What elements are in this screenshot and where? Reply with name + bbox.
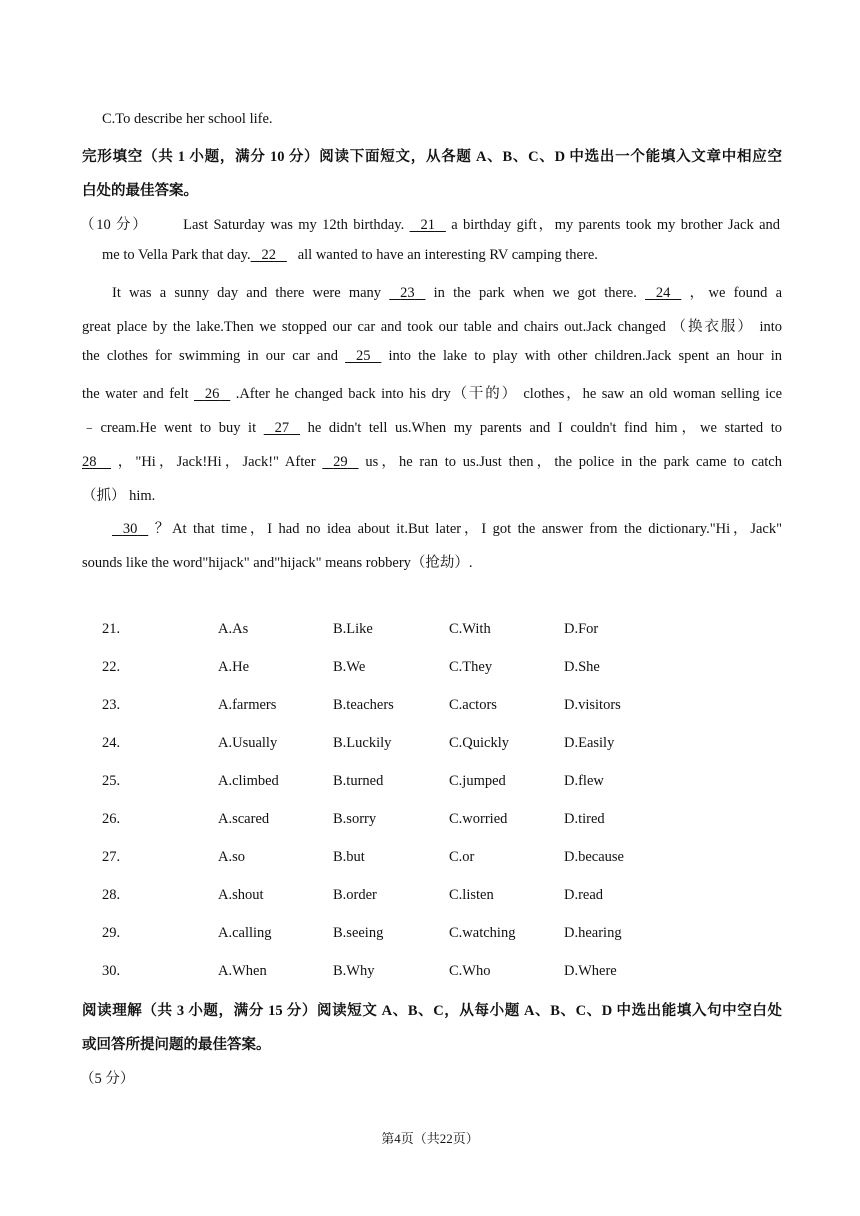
prev-option-c: C.To describe her school life. [102, 111, 273, 127]
cloze-header-line2: 白处的最佳答案。 [82, 183, 198, 199]
passage-line-9: （抓） him. [82, 488, 156, 504]
option-row-21: 21. A.As B.Like C.With D.For [102, 621, 599, 637]
option-row-30: 30. A.When B.Why C.Who D.Where [102, 963, 617, 979]
passage-line-3: It was a sunny day and there were many 23 in the park when we got there. 24 ，we found a [112, 285, 783, 301]
option-row-27: 27. A.so B.but C.or D.because [102, 849, 624, 865]
passage-line-6: the water and felt 26 .After he changed back into his dry（干的） clothes，he saw an old woman selling ice [82, 386, 782, 402]
blank-24: 24 [655, 285, 671, 301]
passage-line-1 [80, 213, 780, 234]
option-row-26: 26. A.scared B.sorry C.worried D.tired [102, 811, 605, 827]
option-row-28: 28. A.shout B.order C.listen D.read [102, 887, 604, 903]
blank-28: 28 [82, 454, 97, 470]
passage-line-4: great place by the lake.Then we stopped our car and took our table and chairs out.Jack changed （换衣服） into [82, 319, 782, 335]
passage-line-10: 30 ？At that time，I had no idea about it.But later，I got the answer from the dictionary."Hi，Jack" [112, 517, 782, 538]
blank-26: 26 [204, 386, 220, 402]
passage-text: a birthday gift，my parents took my brother Jack and [451, 217, 781, 233]
option-row-24: 24. A.Usually B.Luckily C.Quickly D.Easily [102, 735, 615, 751]
option-row-29: 29. A.calling B.seeing C.watching D.hearing [102, 925, 622, 941]
blank-22: 22 [261, 247, 276, 263]
page-footer: 第4页（共22页） [381, 1131, 479, 1146]
reading-header-line2: 或回答所提问题的最佳答案。 [82, 1037, 271, 1053]
blank-25: 25 [355, 348, 371, 364]
option-row-23: 23. A.farmers B.teachers C.actors D.visitors [102, 697, 621, 713]
passage-line-2: me to Vella Park that day. 22 all wanted to have an interesting RV camping there. [102, 247, 598, 263]
blank-30: 30 [122, 521, 138, 537]
cloze-header-line1: 完形填空（共 1 小题，满分 10 分）阅读下面短文，从各题 A、B、C、D 中选出一个能填入文章中相应空 [82, 149, 782, 165]
passage-line-11: sounds like the word"hijack" and"hijack" means robbery（抢劫）. [82, 555, 473, 571]
option-row-22: 22. A.He B.We C.They D.She [102, 659, 600, 675]
option-row-25: 25. A.climbed B.turned C.jumped D.flew [102, 773, 604, 789]
passage-text: Last Saturday was my 12th birthday. [183, 217, 405, 233]
blank-29: 29 [333, 454, 348, 470]
blank-27: 27 [274, 420, 290, 436]
passage-line-5: the clothes for swimming in our car and 25 into the lake to play with other children.Jack spent an hour in [82, 348, 783, 364]
blank-23: 23 [400, 285, 415, 301]
passage-line-8: 28 ，"Hi，Jack!Hi，Jack!" After 29 us，he ran to us.Just then，the police in the park came to catch [82, 454, 782, 470]
passage-line-7: ﹣cream.He went to buy it 27 he didn't tell us.When my parents and I couldn't find him，we started to [82, 420, 783, 436]
reading-header-line1: 阅读理解（共 3 小题，满分 15 分）阅读短文 A、B、C，从每小题 A、B、C、D 中选出能填入句中空白处 [82, 1003, 782, 1019]
blank-21: 21 [420, 217, 435, 233]
reading-score: （5 分） [80, 1071, 135, 1087]
cloze-score: （10 分） [80, 217, 149, 233]
